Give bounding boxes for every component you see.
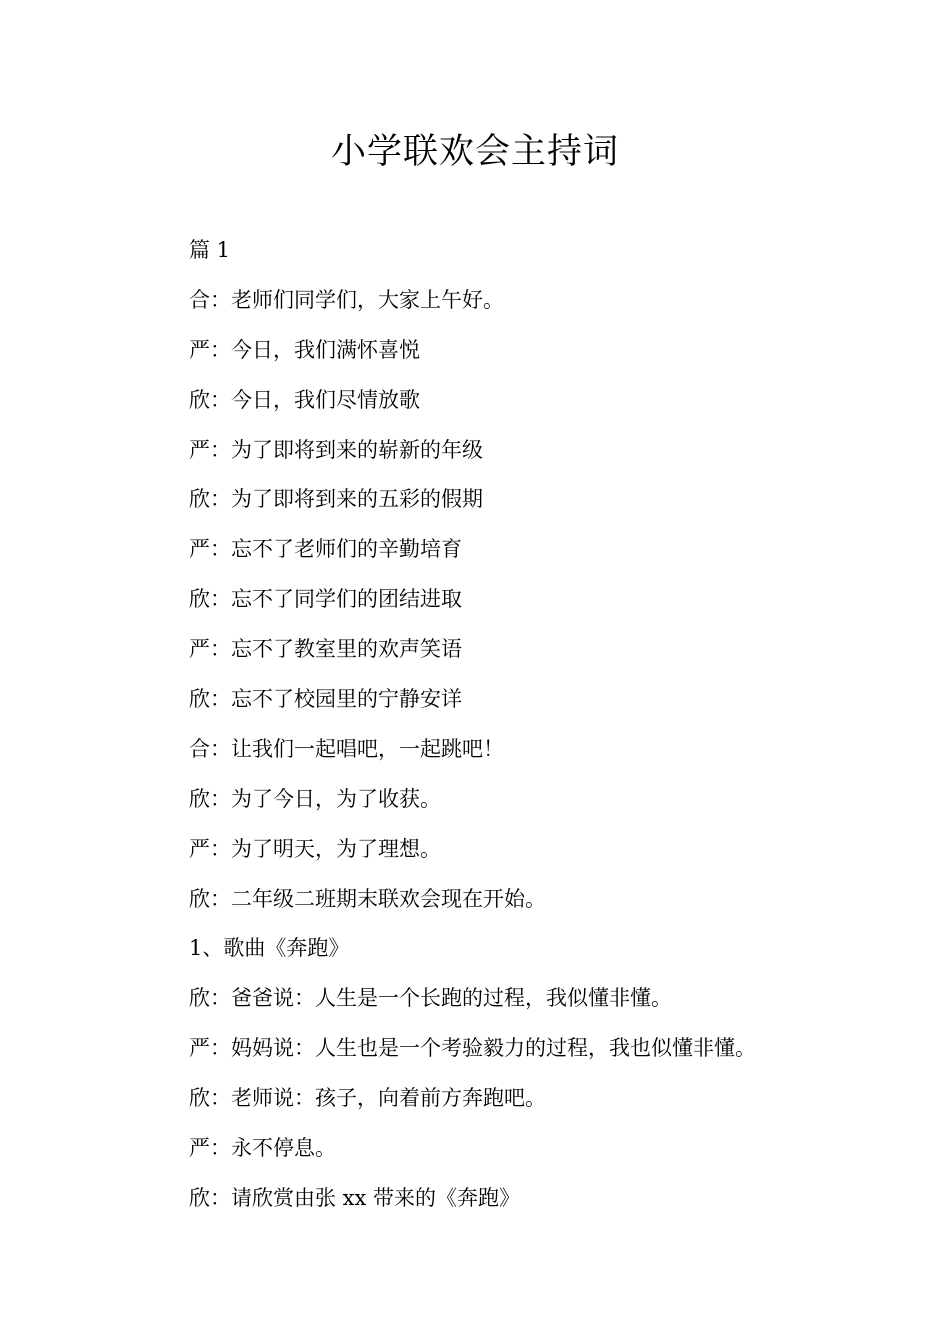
script-line: 欣：二年级二班期末联欢会现在开始。	[189, 886, 546, 911]
script-lines	[189, 232, 909, 1230]
script-line: 严：忘不了教室里的欢声笑语	[189, 637, 462, 662]
script-line: 欣：今日，我们尽情放歌	[189, 387, 420, 412]
script-line: 篇 1	[189, 238, 231, 262]
script-line: 欣：忘不了同学们的团结进取	[189, 587, 462, 612]
script-line: 欣：忘不了校园里的宁静安详	[189, 687, 462, 712]
script-line: 欣：请欣赏由张 xx 带来的《奔跑》	[189, 1185, 521, 1210]
script-line: 欣：为了即将到来的五彩的假期	[189, 487, 483, 512]
script-line: 合：让我们一起唱吧，一起跳吧！	[189, 736, 504, 761]
script-line: 严：妈妈说：人生也是一个考验毅力的过程，我也似懂非懂。	[189, 1036, 756, 1061]
script-line: 1、歌曲《奔跑》	[189, 936, 350, 961]
document-title: 小学联欢会主持词	[330, 132, 619, 172]
script-line: 严：为了即将到来的崭新的年级	[189, 437, 483, 462]
script-line: 欣：老师说：孩子，向着前方奔跑吧。	[189, 1086, 546, 1111]
script-line: 严：今日，我们满怀喜悦	[189, 337, 420, 362]
script-line: 欣：为了今日，为了收获。	[189, 786, 441, 811]
script-line: 严：忘不了老师们的辛勤培育	[189, 537, 462, 562]
script-line: 合：老师们同学们，大家上午好。	[189, 287, 504, 312]
script-line: 严：为了明天，为了理想。	[189, 836, 441, 861]
script-line: 欣：爸爸说：人生是一个长跑的过程，我似懂非懂。	[189, 986, 672, 1011]
script-line: 严：永不停息。	[189, 1136, 336, 1161]
